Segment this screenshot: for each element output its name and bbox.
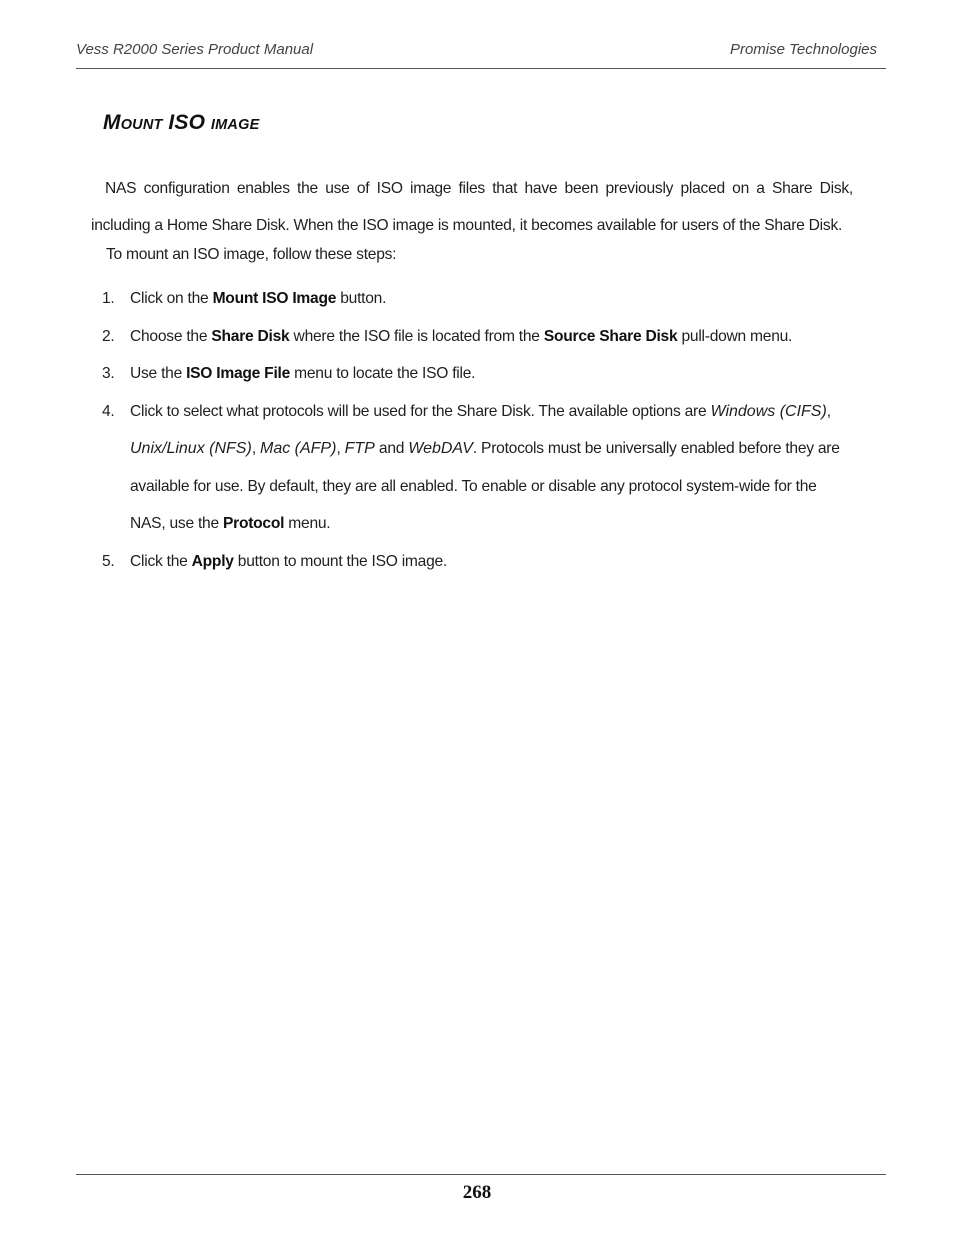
protocol-option: FTP bbox=[344, 440, 375, 457]
protocol-option: Unix/Linux (NFS) bbox=[130, 440, 252, 457]
step-number: 2. bbox=[102, 327, 115, 345]
step-number: 4. bbox=[102, 402, 115, 420]
ui-term: Share Disk bbox=[211, 327, 290, 345]
steps-list bbox=[92, 280, 852, 580]
list-item: 2. Choose the Share Disk where the ISO file is located from the Source Share Disk pull-down menu. bbox=[92, 318, 852, 356]
ui-term: Mount ISO Image bbox=[212, 290, 337, 307]
section-title: MOUNT ISO IMAGE bbox=[103, 111, 260, 134]
page-number: 268 bbox=[462, 1182, 492, 1203]
manual-title: Vess R2000 Series Product Manual bbox=[76, 41, 314, 58]
protocol-option: WebDAV bbox=[408, 440, 473, 457]
intro-paragraph: NAS configuration enables the use of ISO image files that have been previously placed on a Share Disk, including a Home Share Disk. When the ISO image is mounted, it becomes available for users of the Share Disk. bbox=[91, 180, 853, 234]
step-number: 5. bbox=[102, 552, 115, 570]
ui-term: Apply bbox=[191, 552, 234, 570]
page-header bbox=[76, 38, 886, 69]
list-item: 5. Click the Apply button to mount the ISO image. bbox=[92, 543, 852, 581]
company-name: Promise Technologies bbox=[729, 41, 877, 58]
step-number: 3. bbox=[102, 365, 115, 382]
list-item: 3. Use the ISO Image File menu to locate the ISO file. bbox=[92, 355, 852, 393]
ui-term: Source Share Disk bbox=[543, 327, 678, 345]
ui-term: ISO Image File bbox=[186, 365, 291, 382]
footer-divider bbox=[76, 1174, 886, 1175]
protocol-option: Mac (AFP) bbox=[259, 440, 337, 457]
step-number: 1. bbox=[102, 290, 115, 307]
steps-lead: To mount an ISO image, follow these steps: bbox=[106, 246, 397, 263]
list-item: 1. Click on the Mount ISO Image button. bbox=[92, 280, 852, 318]
ui-term: Protocol bbox=[222, 515, 285, 532]
protocol-option: Windows (CIFS) bbox=[710, 402, 827, 420]
list-item: 4. Click to select what protocols will be used for the Share Disk. The available options are Windows (CIFS), Unix/Linux (NFS), Mac (AFP), FTP and WebDAV. Protocols must be universally enabled before they are available for use. By default, they are all enabled. To enable or disable any protocol system-wide for the NAS, use the Protocol menu. bbox=[92, 393, 852, 543]
